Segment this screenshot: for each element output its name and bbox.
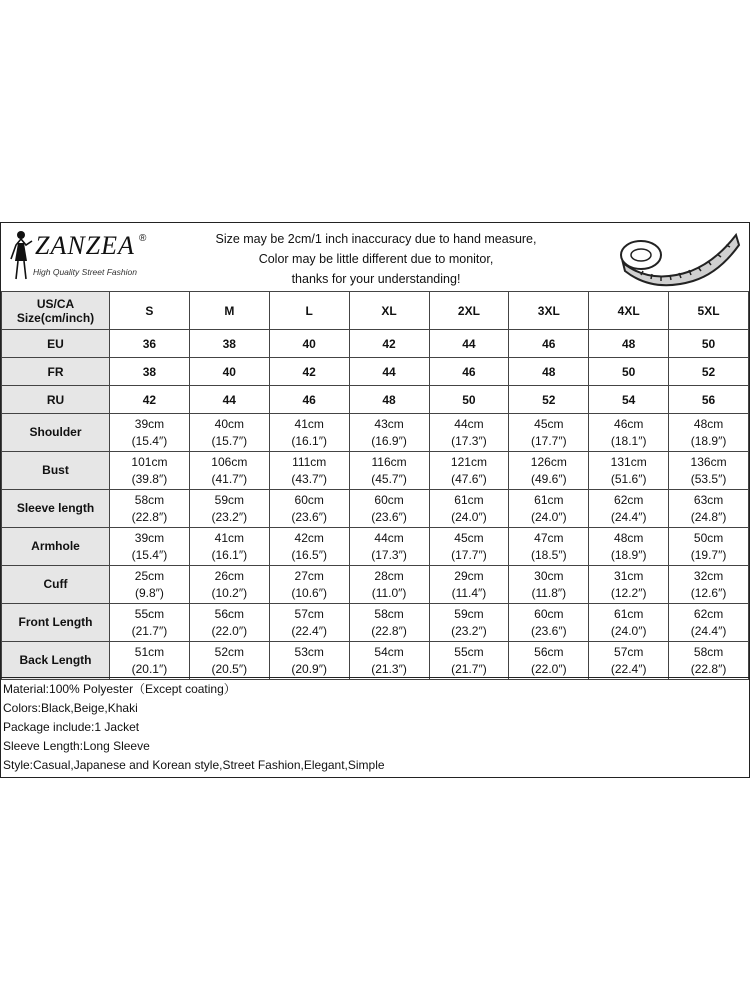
brand-name: ZANZEA	[35, 231, 135, 260]
notice-line: Size may be 2cm/1 inch inaccuracy due to hand measure,	[215, 232, 537, 246]
measure-cell	[429, 528, 509, 566]
measure-cell	[349, 414, 429, 452]
measure-cell	[349, 528, 429, 566]
measure-row	[2, 528, 749, 566]
inch-value: (12.6″)	[690, 585, 727, 600]
cm-value: 28cm	[374, 568, 404, 583]
measure-cell	[349, 604, 429, 642]
inch-value: (18.9″)	[610, 547, 647, 562]
measure-cell	[509, 642, 589, 680]
cm-value: 57cm	[294, 606, 324, 621]
inch-value: (22.0″)	[531, 661, 567, 676]
cm-value: 63cm	[693, 492, 724, 507]
inch-value: (18.5″)	[531, 547, 567, 562]
measure-cell	[349, 566, 429, 604]
cm-value: 56cm	[534, 644, 564, 659]
inch-value: (17.3″)	[371, 547, 407, 562]
measure-cell	[189, 528, 269, 566]
cm-value: 59cm	[454, 606, 484, 621]
inch-value: (11.8″)	[531, 585, 567, 600]
cm-value: 45cm	[454, 530, 484, 545]
brand-tagline: High Quality Street Fashion	[33, 267, 137, 277]
measure-cell	[110, 528, 190, 566]
inch-value: (24.4″)	[690, 623, 727, 638]
size-cell: 38	[110, 358, 190, 386]
inch-value: (18.9″)	[690, 433, 727, 448]
cm-value: 60cm	[294, 492, 324, 507]
cm-value: 106cm	[211, 454, 248, 469]
measure-cell	[429, 604, 509, 642]
size-cell: 42	[349, 330, 429, 358]
measure-cell	[189, 414, 269, 452]
registered-mark: ®	[139, 233, 147, 244]
cm-value: 121cm	[450, 454, 487, 469]
row-label: Cuff	[2, 566, 110, 604]
measure-cell	[110, 414, 190, 452]
size-row	[2, 358, 749, 386]
cm-value: 57cm	[614, 644, 644, 659]
cm-value: 101cm	[131, 454, 168, 469]
cm-value: 31cm	[614, 568, 644, 583]
row-label: Front Length	[2, 604, 110, 642]
chart-header	[1, 223, 749, 292]
cm-value: 61cm	[454, 492, 484, 507]
inch-value: (20.9″)	[291, 661, 327, 676]
cm-value: 51cm	[134, 644, 165, 659]
cm-value: 48cm	[693, 416, 724, 431]
measure-row	[2, 642, 749, 680]
cm-value: 58cm	[693, 644, 724, 659]
size-cell: 46	[269, 386, 349, 414]
inch-value: (9.8″)	[134, 585, 164, 600]
inch-value: (23.6″)	[371, 509, 407, 524]
measure-cell	[189, 604, 269, 642]
size-cell: 50	[669, 330, 749, 358]
inch-value: (39.8″)	[131, 471, 168, 486]
measure-cell	[269, 566, 349, 604]
size-cell: 42	[269, 358, 349, 386]
inch-value: (45.7″)	[371, 471, 407, 486]
inch-value: (21.7″)	[131, 623, 168, 638]
size-cell: 40	[189, 358, 269, 386]
inch-value: (15.7″)	[211, 433, 248, 448]
inch-value: (16.1″)	[211, 547, 248, 562]
size-cell: 48	[349, 386, 429, 414]
measure-row	[2, 566, 749, 604]
notice-line: Color may be little different due to monitor,	[258, 252, 494, 266]
cm-value: 40cm	[214, 416, 244, 431]
detail-material: Material:100% Polyester（Except coating）	[3, 682, 236, 696]
measure-cell	[509, 490, 589, 528]
header-size: 5XL	[669, 292, 749, 330]
cm-value: 39cm	[134, 416, 165, 431]
measure-row	[2, 414, 749, 452]
row-label: Back Length	[2, 642, 110, 680]
size-table	[1, 291, 749, 680]
inch-value: (15.4″)	[131, 547, 168, 562]
cm-value: 25cm	[134, 568, 165, 583]
size-cell: 36	[110, 330, 190, 358]
cm-value: 53cm	[294, 644, 324, 659]
measure-cell	[429, 490, 509, 528]
cm-value: 60cm	[374, 492, 404, 507]
measure-cell	[669, 528, 749, 566]
measure-cell	[669, 642, 749, 680]
inch-value: (10.6″)	[291, 585, 327, 600]
table-header-row	[2, 292, 749, 330]
measure-cell	[189, 490, 269, 528]
inch-value: (53.5″)	[690, 471, 727, 486]
cm-value: 41cm	[214, 530, 244, 545]
size-cell: 46	[429, 358, 509, 386]
cm-value: 32cm	[693, 568, 724, 583]
size-cell: 42	[110, 386, 190, 414]
cm-value: 52cm	[214, 644, 244, 659]
size-chart	[0, 222, 750, 778]
inch-value: (22.8″)	[131, 509, 168, 524]
detail-sleeve: Sleeve Length:Long Sleeve	[3, 739, 150, 753]
measure-cell	[589, 414, 669, 452]
cm-value: 136cm	[690, 454, 727, 469]
measure-row	[2, 452, 749, 490]
measure-cell	[189, 566, 269, 604]
inch-value: (22.8″)	[690, 661, 727, 676]
cm-value: 27cm	[294, 568, 324, 583]
cm-value: 46cm	[614, 416, 644, 431]
measure-cell	[589, 490, 669, 528]
cm-value: 48cm	[614, 530, 644, 545]
cm-value: 30cm	[534, 568, 564, 583]
cm-value: 60cm	[534, 606, 564, 621]
detail-colors: Colors:Black,Beige,Khaki	[3, 701, 138, 715]
cm-value: 55cm	[454, 644, 484, 659]
size-cell: 48	[589, 330, 669, 358]
inch-value: (11.0″)	[371, 585, 407, 600]
measure-cell	[589, 452, 669, 490]
header-size: 3XL	[509, 292, 589, 330]
measure-cell	[269, 642, 349, 680]
fashion-figure-icon	[7, 229, 35, 281]
measure-cell	[589, 604, 669, 642]
cm-value: 29cm	[454, 568, 484, 583]
inch-value: (23.6″)	[531, 623, 567, 638]
measure-cell	[669, 490, 749, 528]
measure-cell	[429, 566, 509, 604]
inch-value: (47.6″)	[451, 471, 487, 486]
inch-value: (19.7″)	[690, 547, 727, 562]
inch-value: (10.2″)	[211, 585, 248, 600]
size-cell: 50	[429, 386, 509, 414]
size-cell: 50	[589, 358, 669, 386]
cm-value: 43cm	[374, 416, 404, 431]
inch-value: (24.0″)	[610, 623, 647, 638]
measure-cell	[269, 604, 349, 642]
inch-value: (24.4″)	[610, 509, 647, 524]
inch-value: (22.4″)	[291, 623, 327, 638]
notice-line: thanks for your understanding!	[291, 272, 461, 286]
size-cell: 56	[669, 386, 749, 414]
size-cell: 46	[509, 330, 589, 358]
inch-value: (21.3″)	[371, 661, 407, 676]
inch-value: (22.0″)	[211, 623, 248, 638]
cm-value: 59cm	[214, 492, 244, 507]
header-size-label: US/CA Size(cm/inch)	[2, 292, 110, 330]
measure-row	[2, 490, 749, 528]
cm-value: 45cm	[534, 416, 564, 431]
row-label: Sleeve length	[2, 490, 110, 528]
measure-cell	[349, 490, 429, 528]
inch-value: (16.1″)	[291, 433, 327, 448]
size-cell: 38	[189, 330, 269, 358]
cm-value: 26cm	[214, 568, 244, 583]
measure-cell	[669, 604, 749, 642]
size-cell: 44	[189, 386, 269, 414]
cm-value: 131cm	[610, 454, 647, 469]
measure-cell	[269, 528, 349, 566]
cm-value: 54cm	[374, 644, 404, 659]
measure-cell	[669, 452, 749, 490]
header-size: XL	[349, 292, 429, 330]
inch-value: (18.1″)	[610, 433, 647, 448]
header-size: S	[110, 292, 190, 330]
measure-cell	[429, 452, 509, 490]
size-cell: 48	[509, 358, 589, 386]
measure-cell	[429, 414, 509, 452]
cm-value: 62cm	[693, 606, 724, 621]
inch-value: (20.5″)	[211, 661, 248, 676]
detail-style: Style:Casual,Japanese and Korean style,Street Fashion,Elegant,Simple	[3, 758, 385, 772]
size-cell: 40	[269, 330, 349, 358]
row-label: RU	[2, 386, 110, 414]
measure-cell	[110, 604, 190, 642]
measure-cell	[589, 642, 669, 680]
measure-cell	[269, 490, 349, 528]
header-size: L	[269, 292, 349, 330]
inch-value: (49.6″)	[531, 471, 567, 486]
brand-logo	[5, 227, 165, 287]
measure-cell	[429, 642, 509, 680]
inch-value: (51.6″)	[610, 471, 647, 486]
measuring-tape-icon	[611, 227, 741, 287]
measurement-notice	[161, 229, 591, 289]
row-label: FR	[2, 358, 110, 386]
cm-value: 42cm	[294, 530, 324, 545]
cm-value: 56cm	[214, 606, 244, 621]
cm-value: 41cm	[294, 416, 324, 431]
measure-cell	[189, 642, 269, 680]
cm-value: 126cm	[530, 454, 567, 469]
measure-cell	[589, 566, 669, 604]
row-label: Bust	[2, 452, 110, 490]
inch-value: (24.8″)	[690, 509, 727, 524]
measure-cell	[509, 452, 589, 490]
inch-value: (24.0″)	[451, 509, 487, 524]
inch-value: (17.3″)	[451, 433, 487, 448]
measure-row	[2, 604, 749, 642]
measure-cell	[110, 452, 190, 490]
inch-value: (11.4″)	[451, 585, 487, 600]
measure-cell	[509, 566, 589, 604]
inch-value: (23.6″)	[291, 509, 327, 524]
inch-value: (22.4″)	[610, 661, 647, 676]
row-label: Armhole	[2, 528, 110, 566]
inch-value: (15.4″)	[131, 433, 168, 448]
header-size: 2XL	[429, 292, 509, 330]
inch-value: (16.5″)	[291, 547, 327, 562]
cm-value: 61cm	[614, 606, 644, 621]
cm-value: 47cm	[534, 530, 564, 545]
cm-value: 44cm	[454, 416, 484, 431]
measure-cell	[110, 566, 190, 604]
size-row	[2, 330, 749, 358]
cm-value: 58cm	[374, 606, 404, 621]
inch-value: (20.1″)	[131, 661, 168, 676]
size-cell: 52	[509, 386, 589, 414]
inch-value: (23.2″)	[451, 623, 487, 638]
inch-value: (23.2″)	[211, 509, 248, 524]
cm-value: 55cm	[134, 606, 165, 621]
cm-value: 111cm	[292, 454, 327, 469]
inch-value: (22.8″)	[371, 623, 407, 638]
size-cell: 54	[589, 386, 669, 414]
inch-value: (17.7″)	[531, 433, 567, 448]
measure-cell	[669, 566, 749, 604]
measure-cell	[509, 528, 589, 566]
inch-value: (43.7″)	[291, 471, 327, 486]
inch-value: (24.0″)	[531, 509, 567, 524]
cm-value: 44cm	[374, 530, 404, 545]
measure-cell	[110, 490, 190, 528]
measure-cell	[509, 604, 589, 642]
inch-value: (41.7″)	[211, 471, 248, 486]
measure-cell	[509, 414, 589, 452]
measure-cell	[669, 414, 749, 452]
measure-cell	[349, 452, 429, 490]
cm-value: 50cm	[693, 530, 724, 545]
inch-value: (12.2″)	[610, 585, 647, 600]
measure-cell	[589, 528, 669, 566]
cm-value: 116cm	[371, 454, 407, 469]
measure-cell	[269, 452, 349, 490]
header-size: 4XL	[589, 292, 669, 330]
cm-value: 39cm	[134, 530, 165, 545]
detail-package: Package include:1 Jacket	[3, 720, 140, 734]
product-details	[1, 677, 749, 775]
cm-value: 61cm	[534, 492, 564, 507]
size-cell: 52	[669, 358, 749, 386]
row-label: Shoulder	[2, 414, 110, 452]
size-cell: 44	[429, 330, 509, 358]
measure-cell	[110, 642, 190, 680]
measure-cell	[269, 414, 349, 452]
header-size: M	[189, 292, 269, 330]
inch-value: (21.7″)	[451, 661, 487, 676]
inch-value: (17.7″)	[451, 547, 487, 562]
cm-value: 58cm	[134, 492, 165, 507]
measure-cell	[349, 642, 429, 680]
size-row	[2, 386, 749, 414]
cm-value: 62cm	[614, 492, 644, 507]
measure-cell	[189, 452, 269, 490]
inch-value: (16.9″)	[371, 433, 407, 448]
size-cell: 44	[349, 358, 429, 386]
row-label: EU	[2, 330, 110, 358]
